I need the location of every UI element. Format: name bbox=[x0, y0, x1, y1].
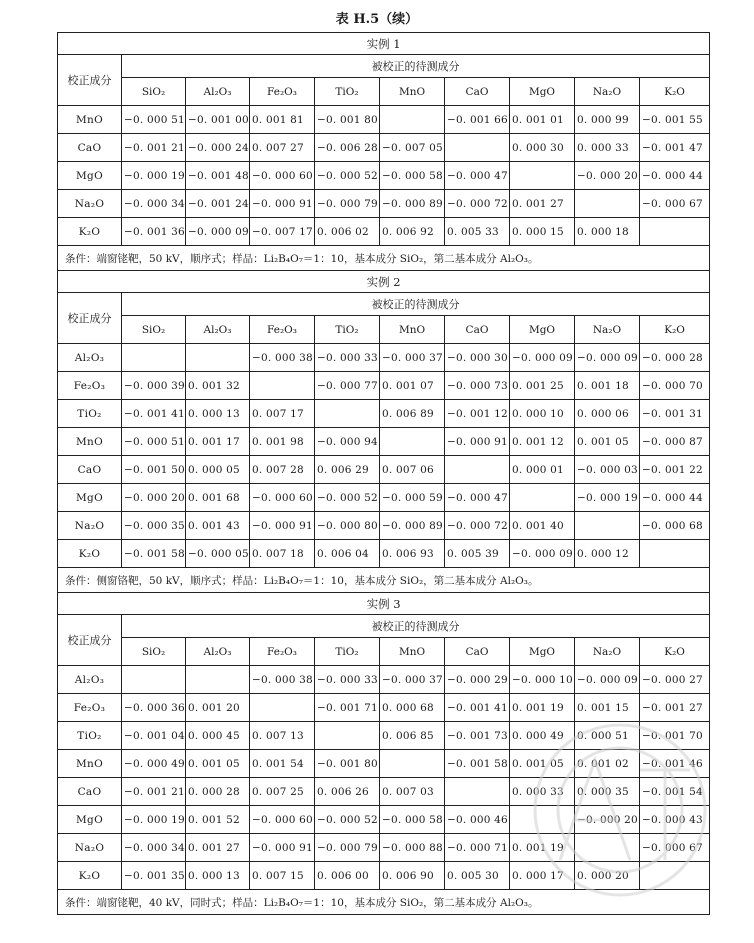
table-cell: 0. 000 13 bbox=[186, 862, 250, 890]
table-cell bbox=[640, 862, 710, 890]
table-cell: −0. 000 19 bbox=[122, 806, 186, 834]
table-cell bbox=[575, 512, 640, 540]
table-cell: −0. 000 05 bbox=[186, 540, 250, 568]
table-cell: −0. 001 54 bbox=[640, 778, 710, 806]
column-group-label: 被校正的待测成分 bbox=[122, 293, 710, 316]
table-cell: 0. 000 17 bbox=[510, 862, 575, 890]
table-cell: 0. 007 18 bbox=[250, 540, 315, 568]
table-cell: −0. 000 60 bbox=[250, 484, 315, 512]
column-header: MgO bbox=[510, 78, 575, 106]
column-header: Al₂O₃ bbox=[186, 638, 250, 666]
row-header-label: 校正成分 bbox=[58, 293, 122, 344]
table-cell: −0. 001 27 bbox=[640, 694, 710, 722]
column-header-row bbox=[58, 78, 710, 106]
column-group-label: 被校正的待测成分 bbox=[122, 615, 710, 638]
table-cell: 0. 000 33 bbox=[575, 134, 640, 162]
table-cell bbox=[445, 456, 510, 484]
table-cell: −0. 000 20 bbox=[122, 484, 186, 512]
table-cell: −0. 000 60 bbox=[250, 806, 315, 834]
table-cell: −0. 000 72 bbox=[445, 190, 510, 218]
column-header-row bbox=[58, 316, 710, 344]
table-cell bbox=[380, 428, 445, 456]
table-cell: −0. 006 28 bbox=[315, 134, 380, 162]
column-header: Fe₂O₃ bbox=[250, 316, 315, 344]
table-cell: −0. 001 47 bbox=[640, 134, 710, 162]
example-title-row bbox=[58, 593, 710, 615]
table-cell: 0. 001 27 bbox=[186, 834, 250, 862]
table-cell: −0. 000 49 bbox=[122, 750, 186, 778]
table-cell: −0. 000 43 bbox=[640, 806, 710, 834]
column-header: Al₂O₃ bbox=[186, 78, 250, 106]
column-header: Na₂O bbox=[575, 316, 640, 344]
table-row bbox=[58, 106, 710, 134]
table-cell bbox=[380, 750, 445, 778]
table-cell: −0. 000 79 bbox=[315, 834, 380, 862]
table-cell bbox=[445, 778, 510, 806]
table-cell: 0. 000 01 bbox=[510, 456, 575, 484]
table-cell: −0. 000 58 bbox=[380, 806, 445, 834]
table-cell: −0. 001 70 bbox=[640, 722, 710, 750]
table-cell: 0. 000 45 bbox=[186, 722, 250, 750]
table-row bbox=[58, 512, 710, 540]
table-cell: 0. 001 52 bbox=[186, 806, 250, 834]
row-label: Na₂O bbox=[58, 834, 122, 862]
table-cell bbox=[186, 344, 250, 372]
column-header: Na₂O bbox=[575, 638, 640, 666]
row-label: Fe₂O₃ bbox=[58, 694, 122, 722]
table-cell: −0. 000 19 bbox=[122, 162, 186, 190]
table-cell: −0. 000 47 bbox=[445, 484, 510, 512]
table-cell: 0. 001 07 bbox=[380, 372, 445, 400]
table-cell: −0. 001 22 bbox=[640, 456, 710, 484]
table-cell: 0. 001 15 bbox=[575, 694, 640, 722]
table-row bbox=[58, 750, 710, 778]
table-cell: −0. 000 19 bbox=[575, 484, 640, 512]
table-cell: −0. 000 34 bbox=[122, 834, 186, 862]
table-cell: 0. 000 10 bbox=[510, 400, 575, 428]
table-cell: −0. 000 47 bbox=[445, 162, 510, 190]
table-cell: 0. 000 05 bbox=[186, 456, 250, 484]
table-cell: 0. 000 28 bbox=[186, 778, 250, 806]
table-cell: −0. 001 80 bbox=[315, 750, 380, 778]
table-row bbox=[58, 778, 710, 806]
column-header: MnO bbox=[380, 78, 445, 106]
column-header: SiO₂ bbox=[122, 78, 186, 106]
table-cell: −0. 000 20 bbox=[575, 162, 640, 190]
column-header: TiO₂ bbox=[315, 78, 380, 106]
table-cell: −0. 001 31 bbox=[640, 400, 710, 428]
table-cell: −0. 000 30 bbox=[445, 344, 510, 372]
table-cell: 0. 000 20 bbox=[575, 862, 640, 890]
table-cell: 0. 001 40 bbox=[510, 512, 575, 540]
table-cell: −0. 000 58 bbox=[380, 162, 445, 190]
table-cell: 0. 000 18 bbox=[575, 218, 640, 246]
table-cell: −0. 000 10 bbox=[510, 666, 575, 694]
table-cell: 0. 000 35 bbox=[575, 778, 640, 806]
column-header: CaO bbox=[445, 78, 510, 106]
table-cell: −0. 000 36 bbox=[122, 694, 186, 722]
table-cell: 0. 007 06 bbox=[380, 456, 445, 484]
table-cell: −0. 007 05 bbox=[380, 134, 445, 162]
table-row bbox=[58, 190, 710, 218]
table-row bbox=[58, 722, 710, 750]
table-cell: 0. 006 02 bbox=[315, 218, 380, 246]
table-cell: −0. 000 09 bbox=[575, 344, 640, 372]
table-cell: −0. 000 89 bbox=[380, 190, 445, 218]
table-cell: 0. 007 25 bbox=[250, 778, 315, 806]
table-row bbox=[58, 400, 710, 428]
table-cell: −0. 000 89 bbox=[380, 512, 445, 540]
table-cell: −0. 001 55 bbox=[640, 106, 710, 134]
table-cell: −0. 001 50 bbox=[122, 456, 186, 484]
table-cell: −0. 001 58 bbox=[445, 750, 510, 778]
column-header: K₂O bbox=[640, 78, 710, 106]
column-header: MnO bbox=[380, 316, 445, 344]
table-cell: 0. 005 30 bbox=[445, 862, 510, 890]
column-header: K₂O bbox=[640, 316, 710, 344]
column-header: K₂O bbox=[640, 638, 710, 666]
table-cell bbox=[445, 134, 510, 162]
condition-row bbox=[58, 568, 710, 593]
table-cell: −0. 000 29 bbox=[445, 666, 510, 694]
table-cell: 0. 001 05 bbox=[575, 428, 640, 456]
table-cell: 0. 001 05 bbox=[510, 750, 575, 778]
row-label: CaO bbox=[58, 134, 122, 162]
column-header: Fe₂O₃ bbox=[250, 638, 315, 666]
table-cell: 0. 000 68 bbox=[380, 694, 445, 722]
table-cell: −0. 000 52 bbox=[315, 484, 380, 512]
table-cell bbox=[510, 484, 575, 512]
table-cell bbox=[315, 722, 380, 750]
table-cell bbox=[122, 666, 186, 694]
condition-note: 条件：端窗铑靶，50 kV，顺序式；样品：Li₂B₄O₇＝1：10，基本成分 SiO₂，第二基本成分 Al₂O₃。 bbox=[58, 246, 710, 271]
table-row bbox=[58, 834, 710, 862]
table-cell: −0. 000 38 bbox=[250, 344, 315, 372]
column-header: Na₂O bbox=[575, 78, 640, 106]
column-header: Fe₂O₃ bbox=[250, 78, 315, 106]
table-cell bbox=[510, 806, 575, 834]
table-cell: −0. 001 71 bbox=[315, 694, 380, 722]
correction-coefficients-table bbox=[57, 32, 710, 915]
table-cell bbox=[380, 106, 445, 134]
condition-note: 条件：端窗铑靶，40 kV，同时式；样品：Li₂B₄O₇＝1：10，基本成分 SiO₂，第二基本成分 Al₂O₃。 bbox=[58, 890, 710, 915]
table-cell: 0. 000 06 bbox=[575, 400, 640, 428]
table-cell: −0. 000 51 bbox=[122, 106, 186, 134]
column-header: CaO bbox=[445, 316, 510, 344]
table-cell bbox=[122, 344, 186, 372]
table-cell: 0. 000 49 bbox=[510, 722, 575, 750]
row-label: Na₂O bbox=[58, 512, 122, 540]
table-cell: −0. 000 09 bbox=[510, 540, 575, 568]
column-header: TiO₂ bbox=[315, 638, 380, 666]
table-cell: 0. 001 17 bbox=[186, 428, 250, 456]
column-group-row bbox=[58, 55, 710, 78]
row-header-label: 校正成分 bbox=[58, 615, 122, 666]
table-cell: −0. 001 46 bbox=[640, 750, 710, 778]
column-header: TiO₂ bbox=[315, 316, 380, 344]
table-cell: −0. 000 73 bbox=[445, 372, 510, 400]
table-cell: −0. 000 59 bbox=[380, 484, 445, 512]
table-cell: 0. 007 13 bbox=[250, 722, 315, 750]
table-cell: −0. 001 35 bbox=[122, 862, 186, 890]
table-cell bbox=[315, 400, 380, 428]
row-label: K₂O bbox=[58, 862, 122, 890]
row-label: Na₂O bbox=[58, 190, 122, 218]
table-cell: −0. 000 28 bbox=[640, 344, 710, 372]
table-cell: −0. 000 51 bbox=[122, 428, 186, 456]
table-cell bbox=[186, 666, 250, 694]
table-cell: −0. 001 04 bbox=[122, 722, 186, 750]
table-cell bbox=[250, 694, 315, 722]
table-row bbox=[58, 428, 710, 456]
table-cell: 0. 006 04 bbox=[315, 540, 380, 568]
table-cell bbox=[640, 218, 710, 246]
table-cell: −0. 001 24 bbox=[186, 190, 250, 218]
table-cell: −0. 000 91 bbox=[250, 834, 315, 862]
row-header-label: 校正成分 bbox=[58, 55, 122, 106]
table-cell: 0. 001 19 bbox=[510, 694, 575, 722]
table-cell: −0. 000 67 bbox=[640, 190, 710, 218]
table-row bbox=[58, 862, 710, 890]
column-header: Al₂O₃ bbox=[186, 316, 250, 344]
row-label: K₂O bbox=[58, 540, 122, 568]
table-cell: −0. 000 44 bbox=[640, 484, 710, 512]
table-cell: −0. 001 36 bbox=[122, 218, 186, 246]
table-cell: −0. 000 91 bbox=[250, 190, 315, 218]
table-cell: 0. 000 13 bbox=[186, 400, 250, 428]
table-row bbox=[58, 344, 710, 372]
table-row bbox=[58, 162, 710, 190]
table-cell: 0. 000 51 bbox=[575, 722, 640, 750]
table-cell: −0. 000 35 bbox=[122, 512, 186, 540]
row-label: TiO₂ bbox=[58, 400, 122, 428]
table-cell: −0. 000 60 bbox=[250, 162, 315, 190]
table-cell: 0. 001 20 bbox=[186, 694, 250, 722]
table-cell: −0. 000 68 bbox=[640, 512, 710, 540]
table-cell: 0. 007 28 bbox=[250, 456, 315, 484]
table-cell: −0. 000 37 bbox=[380, 344, 445, 372]
row-label: K₂O bbox=[58, 218, 122, 246]
table-cell: −0. 001 41 bbox=[122, 400, 186, 428]
table-cell: −0. 001 66 bbox=[445, 106, 510, 134]
row-label: MgO bbox=[58, 162, 122, 190]
table-row bbox=[58, 456, 710, 484]
table-row bbox=[58, 666, 710, 694]
column-group-label: 被校正的待测成分 bbox=[122, 55, 710, 78]
table-cell: −0. 000 87 bbox=[640, 428, 710, 456]
condition-note: 条件：侧窗铬靶，50 kV，顺序式；样品：Li₂B₄O₇＝1：10，基本成分 SiO₂，第二基本成分 Al₂O₃。 bbox=[58, 568, 710, 593]
table-cell: −0. 000 72 bbox=[445, 512, 510, 540]
table-cell: 0. 001 81 bbox=[250, 106, 315, 134]
table-cell: −0. 000 88 bbox=[380, 834, 445, 862]
table-cell: −0. 000 52 bbox=[315, 162, 380, 190]
row-label: CaO bbox=[58, 778, 122, 806]
table-cell: 0. 001 25 bbox=[510, 372, 575, 400]
table-cell: 0. 000 99 bbox=[575, 106, 640, 134]
table-cell: 0. 001 54 bbox=[250, 750, 315, 778]
table-cell: −0. 000 09 bbox=[510, 344, 575, 372]
table-row bbox=[58, 218, 710, 246]
table-cell: −0. 007 17 bbox=[250, 218, 315, 246]
row-label: MnO bbox=[58, 428, 122, 456]
row-label: CaO bbox=[58, 456, 122, 484]
column-header-row bbox=[58, 638, 710, 666]
row-label: Al₂O₃ bbox=[58, 666, 122, 694]
table-cell: 0. 006 00 bbox=[315, 862, 380, 890]
condition-row bbox=[58, 246, 710, 271]
table-cell: 0. 001 43 bbox=[186, 512, 250, 540]
column-group-row bbox=[58, 615, 710, 638]
table-cell: −0. 000 34 bbox=[122, 190, 186, 218]
table-row bbox=[58, 694, 710, 722]
table-cell: −0. 001 80 bbox=[315, 106, 380, 134]
table-cell: −0. 000 91 bbox=[250, 512, 315, 540]
table-cell bbox=[640, 540, 710, 568]
table-cell: 0. 006 89 bbox=[380, 400, 445, 428]
table-cell: −0. 000 52 bbox=[315, 806, 380, 834]
table-row bbox=[58, 484, 710, 512]
table-cell: −0. 001 12 bbox=[445, 400, 510, 428]
example-title: 实例 1 bbox=[58, 33, 710, 55]
table-cell: −0. 001 58 bbox=[122, 540, 186, 568]
row-label: TiO₂ bbox=[58, 722, 122, 750]
table-cell: −0. 000 20 bbox=[575, 806, 640, 834]
table-cell: 0. 001 02 bbox=[575, 750, 640, 778]
table-cell: −0. 000 71 bbox=[445, 834, 510, 862]
table-cell: 0. 007 17 bbox=[250, 400, 315, 428]
page-title: 表 H.5（续） bbox=[335, 12, 419, 27]
table-cell: 0. 001 19 bbox=[510, 834, 575, 862]
table-cell: −0. 000 44 bbox=[640, 162, 710, 190]
row-label: MnO bbox=[58, 106, 122, 134]
table-cell: 0. 006 93 bbox=[380, 540, 445, 568]
table-cell: 0. 001 01 bbox=[510, 106, 575, 134]
column-header: SiO₂ bbox=[122, 638, 186, 666]
table-cell: −0. 001 48 bbox=[186, 162, 250, 190]
table-cell: 0. 001 32 bbox=[186, 372, 250, 400]
row-label: MgO bbox=[58, 806, 122, 834]
table-cell: 0. 005 33 bbox=[445, 218, 510, 246]
row-label: Fe₂O₃ bbox=[58, 372, 122, 400]
table-cell: 0. 000 30 bbox=[510, 134, 575, 162]
table-cell: 0. 000 33 bbox=[510, 778, 575, 806]
table-cell: 0. 006 26 bbox=[315, 778, 380, 806]
table-cell: 0. 000 12 bbox=[575, 540, 640, 568]
table-cell: 0. 006 29 bbox=[315, 456, 380, 484]
column-header: SiO₂ bbox=[122, 316, 186, 344]
table-row bbox=[58, 134, 710, 162]
table-cell: 0. 001 18 bbox=[575, 372, 640, 400]
table-cell: −0. 000 27 bbox=[640, 666, 710, 694]
table-cell: 0. 001 27 bbox=[510, 190, 575, 218]
table-cell: 0. 001 12 bbox=[510, 428, 575, 456]
table-row bbox=[58, 540, 710, 568]
table-cell: −0. 000 24 bbox=[186, 134, 250, 162]
table-cell: 0. 000 15 bbox=[510, 218, 575, 246]
table-cell: −0. 000 37 bbox=[380, 666, 445, 694]
condition-row bbox=[58, 890, 710, 915]
table-cell: −0. 000 09 bbox=[575, 666, 640, 694]
table-cell: −0. 000 70 bbox=[640, 372, 710, 400]
table-cell: −0. 000 80 bbox=[315, 512, 380, 540]
table-cell: 0. 001 98 bbox=[250, 428, 315, 456]
column-group-row bbox=[58, 293, 710, 316]
table-cell bbox=[575, 190, 640, 218]
table-cell: −0. 000 39 bbox=[122, 372, 186, 400]
row-label: MnO bbox=[58, 750, 122, 778]
column-header: MgO bbox=[510, 316, 575, 344]
table-cell: −0. 000 46 bbox=[445, 806, 510, 834]
table-cell: −0. 000 03 bbox=[575, 456, 640, 484]
column-header: MgO bbox=[510, 638, 575, 666]
example-title: 实例 2 bbox=[58, 271, 710, 293]
table-cell: 0. 001 05 bbox=[186, 750, 250, 778]
table-cell: 0. 006 85 bbox=[380, 722, 445, 750]
table-cell: −0. 000 67 bbox=[640, 834, 710, 862]
table-cell bbox=[250, 372, 315, 400]
table-row bbox=[58, 372, 710, 400]
column-header: CaO bbox=[445, 638, 510, 666]
example-title-row bbox=[58, 33, 710, 55]
row-label: Al₂O₃ bbox=[58, 344, 122, 372]
example-title: 实例 3 bbox=[58, 593, 710, 615]
table-cell bbox=[510, 162, 575, 190]
table-cell: −0. 001 41 bbox=[445, 694, 510, 722]
table-cell: −0. 000 94 bbox=[315, 428, 380, 456]
table-cell: −0. 000 91 bbox=[445, 428, 510, 456]
table-cell: −0. 000 33 bbox=[315, 666, 380, 694]
table-cell: −0. 000 09 bbox=[186, 218, 250, 246]
table-cell: −0. 001 21 bbox=[122, 778, 186, 806]
table-row bbox=[58, 806, 710, 834]
table-cell: −0. 001 73 bbox=[445, 722, 510, 750]
table-cell: −0. 001 00 bbox=[186, 106, 250, 134]
table-cell: 0. 001 68 bbox=[186, 484, 250, 512]
table-cell bbox=[575, 834, 640, 862]
row-label: MgO bbox=[58, 484, 122, 512]
table-cell: 0. 007 03 bbox=[380, 778, 445, 806]
example-title-row bbox=[58, 271, 710, 293]
table-cell: 0. 006 92 bbox=[380, 218, 445, 246]
table-cell: −0. 000 79 bbox=[315, 190, 380, 218]
table-cell: −0. 000 77 bbox=[315, 372, 380, 400]
table-cell: 0. 007 27 bbox=[250, 134, 315, 162]
table-cell: −0. 000 33 bbox=[315, 344, 380, 372]
table-cell: 0. 007 15 bbox=[250, 862, 315, 890]
table-cell: 0. 005 39 bbox=[445, 540, 510, 568]
table-cell: −0. 000 38 bbox=[250, 666, 315, 694]
column-header: MnO bbox=[380, 638, 445, 666]
table-cell: −0. 001 21 bbox=[122, 134, 186, 162]
table-cell: 0. 006 90 bbox=[380, 862, 445, 890]
